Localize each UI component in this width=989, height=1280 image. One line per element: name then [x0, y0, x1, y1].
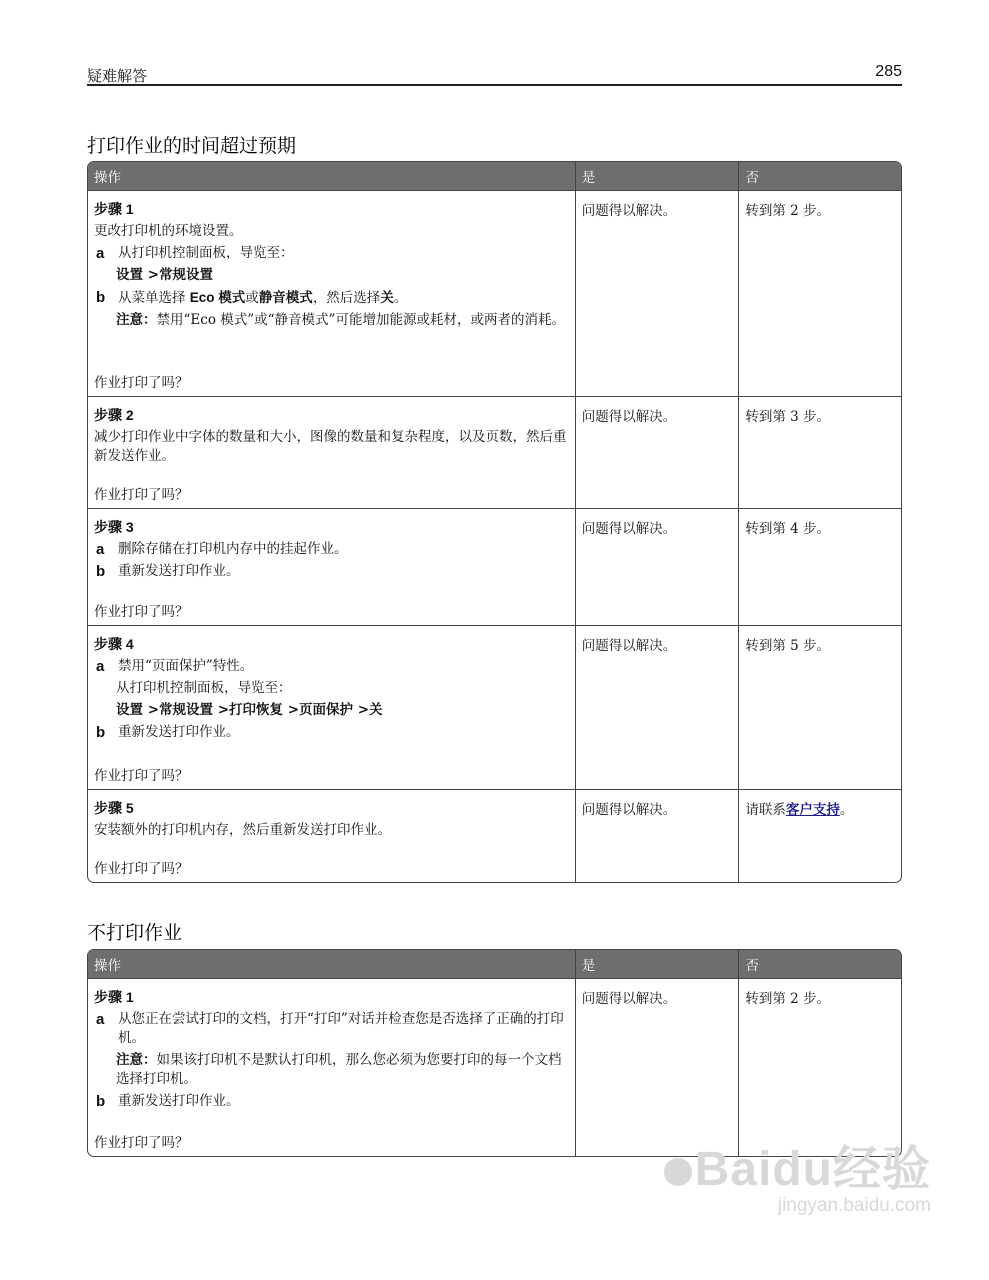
- yes-cell: 问题得以解决。: [575, 625, 739, 789]
- step-intro: 安装额外的打印机内存，然后重新发送打印作业。: [94, 822, 391, 838]
- step-title: 步骤 1: [94, 989, 134, 1005]
- column-header-yes: 是: [575, 162, 739, 190]
- note: [94, 1051, 569, 1089]
- table-row: [88, 190, 901, 396]
- substep-a: [94, 244, 569, 263]
- page-header: [87, 62, 902, 86]
- page-number: 285: [875, 63, 902, 80]
- yes-cell: 问题得以解决。: [575, 508, 739, 625]
- eco-mode-label: Eco 模式: [189, 290, 246, 305]
- substep-text: 重新发送打印作业。: [118, 563, 240, 579]
- step-title: 步骤 5: [94, 800, 134, 816]
- step-question: 作业打印了吗？: [94, 604, 189, 620]
- yes-cell: 问题得以解决。: [575, 978, 739, 1156]
- step-title: 步骤 3: [94, 519, 134, 535]
- off-label: 关: [380, 290, 394, 306]
- table-header-row: [88, 162, 901, 190]
- step-question: 作业打印了吗？: [94, 375, 189, 391]
- column-header-no: 否: [738, 950, 901, 978]
- substep-text: 删除存储在打印机内存中的挂起作业。: [118, 541, 348, 557]
- yes-cell: 问题得以解决。: [575, 396, 739, 508]
- table-header-row: [88, 950, 901, 978]
- no-cell: 转到第 4 步。: [738, 508, 901, 625]
- menu-path: 设置 >常规设置: [116, 267, 214, 283]
- note-label: 注意：: [116, 1052, 157, 1068]
- substep-letter: a: [96, 658, 105, 675]
- substep-letter: b: [96, 724, 106, 741]
- substep-a: [94, 657, 569, 676]
- substep-letter: a: [96, 541, 105, 558]
- substep-detail: 从打印机控制面板，导览至：: [116, 680, 292, 696]
- no-cell: 转到第 2 步。: [738, 978, 901, 1156]
- action-cell: [88, 625, 575, 789]
- note-label: 注意：: [116, 312, 157, 328]
- note-text: 如果该打印机不是默认打印机，那么您必须为您要打印的每一个文档选择打印机。: [116, 1052, 562, 1087]
- contact-end: 。: [839, 802, 854, 818]
- step-title: 步骤 4: [94, 636, 134, 652]
- step-question: 作业打印了吗？: [94, 1135, 189, 1151]
- substep-a: [94, 1010, 569, 1048]
- substep-letter: b: [96, 1093, 106, 1110]
- watermark-url: jingyan.baidu.com: [777, 1195, 931, 1216]
- table-row: [88, 625, 901, 789]
- section-title-slow-print: 打印作业的时间超过预期: [87, 135, 297, 157]
- menu-path: 设置 >常规设置 >打印恢复 >页面保护 >关: [116, 702, 383, 718]
- step-title: 步骤 2: [94, 407, 134, 423]
- yes-cell: 问题得以解决。: [575, 190, 739, 396]
- watermark-brand: Baidu经验: [694, 1143, 931, 1196]
- substep-text: 。: [393, 290, 408, 306]
- substep-text: 从打印机控制面板，导览至：: [118, 245, 294, 261]
- substep-letter: a: [96, 245, 105, 262]
- action-cell: [88, 396, 575, 508]
- column-header-action: 操作: [88, 162, 575, 190]
- no-cell: [738, 789, 901, 882]
- yes-cell: 问题得以解决。: [575, 789, 739, 882]
- substep-b: [94, 562, 569, 581]
- action-cell: [88, 190, 575, 396]
- contact-text: 请联系: [745, 802, 786, 818]
- substep-text: 重新发送打印作业。: [118, 1093, 240, 1109]
- substep-text: ，然后选择: [312, 290, 381, 306]
- substep-b: [94, 723, 569, 742]
- no-cell: 转到第 2 步。: [738, 190, 901, 396]
- section-title-no-print: 不打印作业: [87, 922, 183, 944]
- substep-b: [94, 1092, 569, 1111]
- action-cell: [88, 978, 575, 1156]
- step-question: 作业打印了吗？: [94, 768, 189, 784]
- substep-text: 从您正在尝试打印的文档，打开“打印”对话并检查您是否选择了正确的打印机。: [118, 1011, 564, 1046]
- paw-icon: [664, 1158, 692, 1186]
- note-text: 禁用“Eco 模式”或“静音模式”可能增加能源或耗材，或两者的消耗。: [156, 312, 565, 328]
- no-cell: 转到第 3 步。: [738, 396, 901, 508]
- section-name: 疑难解答: [87, 67, 148, 85]
- substep-text: 禁用“页面保护”特性。: [118, 658, 254, 674]
- customer-support-link[interactable]: 客户支持: [785, 802, 840, 818]
- substep-letter: a: [96, 1011, 105, 1028]
- table-row: [88, 789, 901, 882]
- substep-a: [94, 540, 569, 559]
- substep-text: 重新发送打印作业。: [118, 724, 240, 740]
- no-cell: 转到第 5 步。: [738, 625, 901, 789]
- step-intro: 减少打印作业中字体的数量和大小，图像的数量和复杂程度，以及页数，然后重新发送作业。: [94, 429, 567, 464]
- troubleshoot-table-slow-print: [87, 161, 902, 883]
- column-header-yes: 是: [575, 950, 739, 978]
- substep-letter: b: [96, 289, 106, 306]
- action-cell: [88, 789, 575, 882]
- column-header-action: 操作: [88, 950, 575, 978]
- table-row: [88, 508, 901, 625]
- step-intro: 更改打印机的环境设置。: [94, 223, 243, 239]
- substep-b: [94, 288, 569, 308]
- column-header-no: 否: [738, 162, 901, 190]
- step-question: 作业打印了吗？: [94, 861, 189, 877]
- substep-text: 从菜单选择: [118, 290, 190, 306]
- substep-text: 或: [245, 290, 259, 306]
- step-title: 步骤 1: [94, 201, 134, 217]
- action-cell: [88, 508, 575, 625]
- troubleshoot-table-no-print: [87, 949, 902, 1157]
- note: [94, 311, 569, 330]
- step-question: 作业打印了吗？: [94, 487, 189, 503]
- baidu-watermark: [661, 1130, 931, 1217]
- table-row: [88, 396, 901, 508]
- quiet-mode-label: 静音模式: [258, 290, 313, 306]
- substep-letter: b: [96, 563, 106, 580]
